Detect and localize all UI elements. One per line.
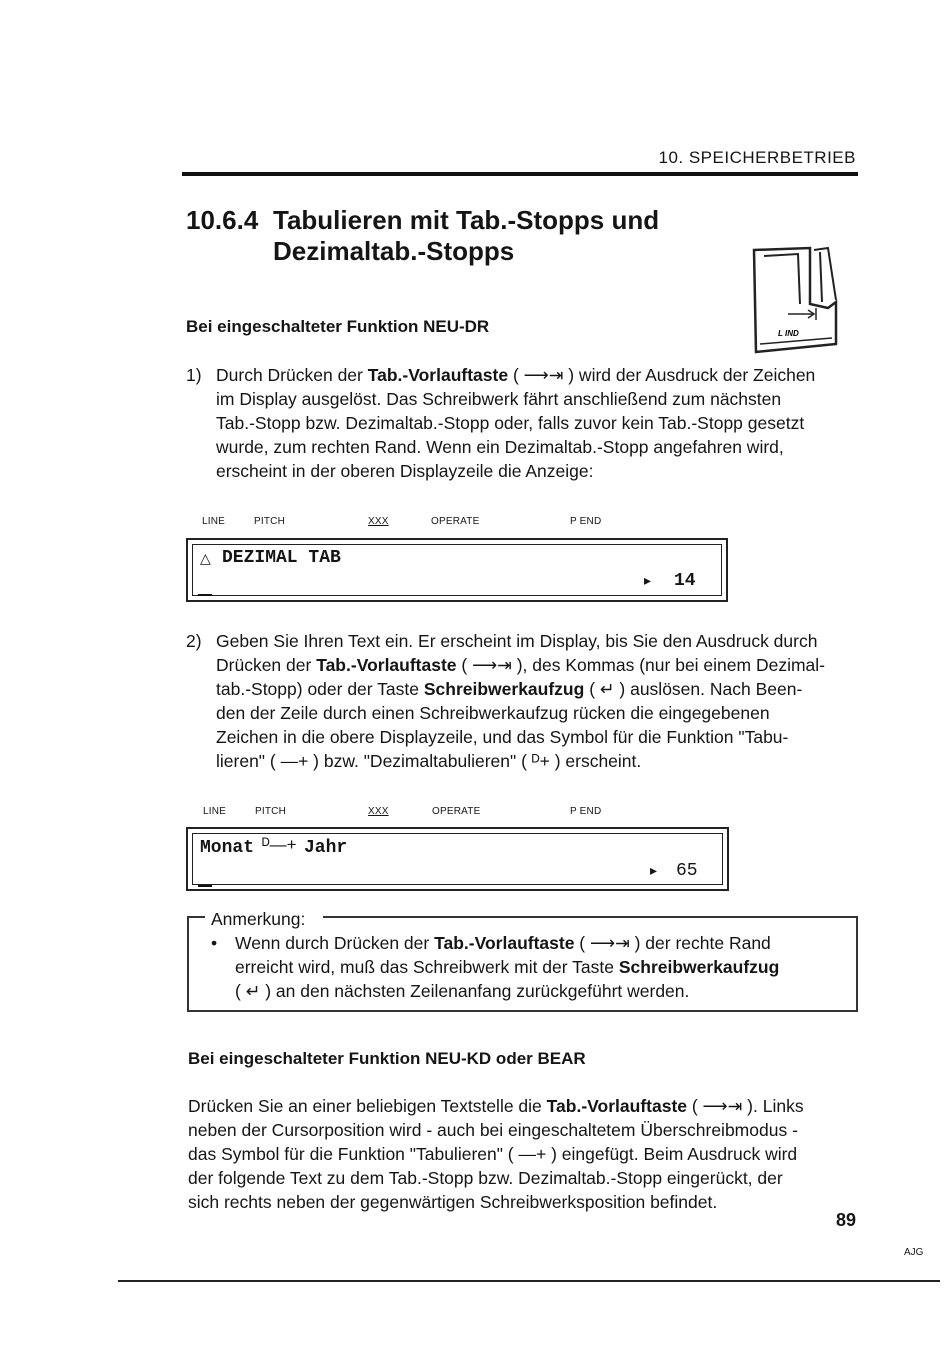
display2-text-monat: Monat [200,838,255,858]
lcd-display-1 [186,538,728,602]
section-number: 10.6.4 [186,205,259,235]
decimal-tab-symbol: △ [200,550,211,566]
chapter-header: 10. SPEICHERBETRIEB [658,148,856,167]
tab-key-icon [748,244,844,356]
status-line: LINE [202,516,226,527]
section-title-line2: Dezimaltab.-Stopps [273,236,515,266]
arrow-icon: ▸ [644,572,652,588]
status-pitch: PITCH [254,516,285,527]
display2-value: 65 [676,861,698,881]
item1-text: Durch Drücken der Tab.-Vorlauftaste ( ⟶⇥ ) wird der Ausdruck der Zeichen im Display ausgelöst. Das Schreibwerk fährt anschließend zum nächsten Tab.-Stopp bzw. Dezimaltab.-Stopp oder, falls zuvor kein Tab.-Stopp gesetzt wurde, zum rechten Rand. Wenn ein Dezimaltab.-Stopp angefahren wird, erscheint in der oberen Displayzeile die Anzeige: [216,365,816,481]
lcd-display-2 [186,827,729,891]
status-pitch: PITCH [255,806,286,817]
arrow-icon: ▸ [650,862,658,878]
cursor [198,594,212,596]
bullet-icon: • [211,933,218,953]
section-title-line1: Tabulieren mit Tab.-Stopps und [273,205,660,235]
initials: AJG [904,1247,924,1258]
status-pend: P END [570,516,602,527]
status-operate: OPERATE [432,806,481,817]
subheading-neu-kd: Bei eingeschalteter Funktion NEU-KD oder BEAR [188,1049,586,1068]
display1-text: DEZIMAL TAB [222,548,341,568]
display2-text-jahr: Jahr [304,838,348,858]
display1-value: 14 [674,571,696,591]
note-title: Anmerkung: [211,909,306,929]
cursor [198,885,212,887]
footer-rule [118,1280,940,1282]
item2-text: Geben Sie Ihren Text ein. Er erscheint im Display, bis Sie den Ausdruck durch Drücken der Tab.-Vorlauftaste ( ⟶⇥ ), des Kommas (nur bei einem Dezimal- tab.-Stopp) oder der Taste Schreibwerkaufzug ( ↵ ) auslösen. Nach Been- den der Zeile durch einen Schreibwerkaufzug rücken die eingegebenen Zeichen in die obere Displayzeile, und das Symbol für die Funktion "Tabu- lieren" ( —+ ) bzw. "Dezimaltabulieren" ( ᴰ+ ) erscheint. [216,631,825,771]
note-text: Wenn durch Drücken der Tab.-Vorlauftaste ( ⟶⇥ ) der rechte Rand erreicht wird, muß das Schreibwerk mit der Taste Schreibwerkaufzug ( ↵ ) an den nächsten Zeilenanfang zurückgeführt werden. [235,933,780,1001]
status-xxx: XXX [368,516,389,527]
decimal-tab-symbol: ᴰ—+ [262,835,297,854]
item-number: 2) [186,631,202,651]
svg-text:L IND: L IND [778,329,799,338]
paragraph-neu-kd: Drücken Sie an einer beliebigen Textstelle die Tab.-Vorlauftaste ( ⟶⇥ ). Links neben der Cursorposition wird - auch bei eingeschaltetem Überschreibmodus - das Symbol für die Funktion "Tabulieren" ( —+ ) eingefügt. Beim Ausdruck wird der folgende Text zu dem Tab.-Stopp bzw. Dezimaltab.-Stopp eingerückt, der sich rechts neben der gegenwärtigen Schreibwerksposition befindet. [188,1096,804,1212]
subheading-neu-dr: Bei eingeschalteter Funktion NEU-DR [186,317,490,336]
header-rule [182,172,858,176]
status-operate: OPERATE [431,516,480,527]
status-pend: P END [570,806,602,817]
status-line: LINE [203,806,227,817]
page-number: 89 [835,1210,856,1230]
status-xxx: XXX [368,806,389,817]
item-number: 1) [186,365,202,385]
